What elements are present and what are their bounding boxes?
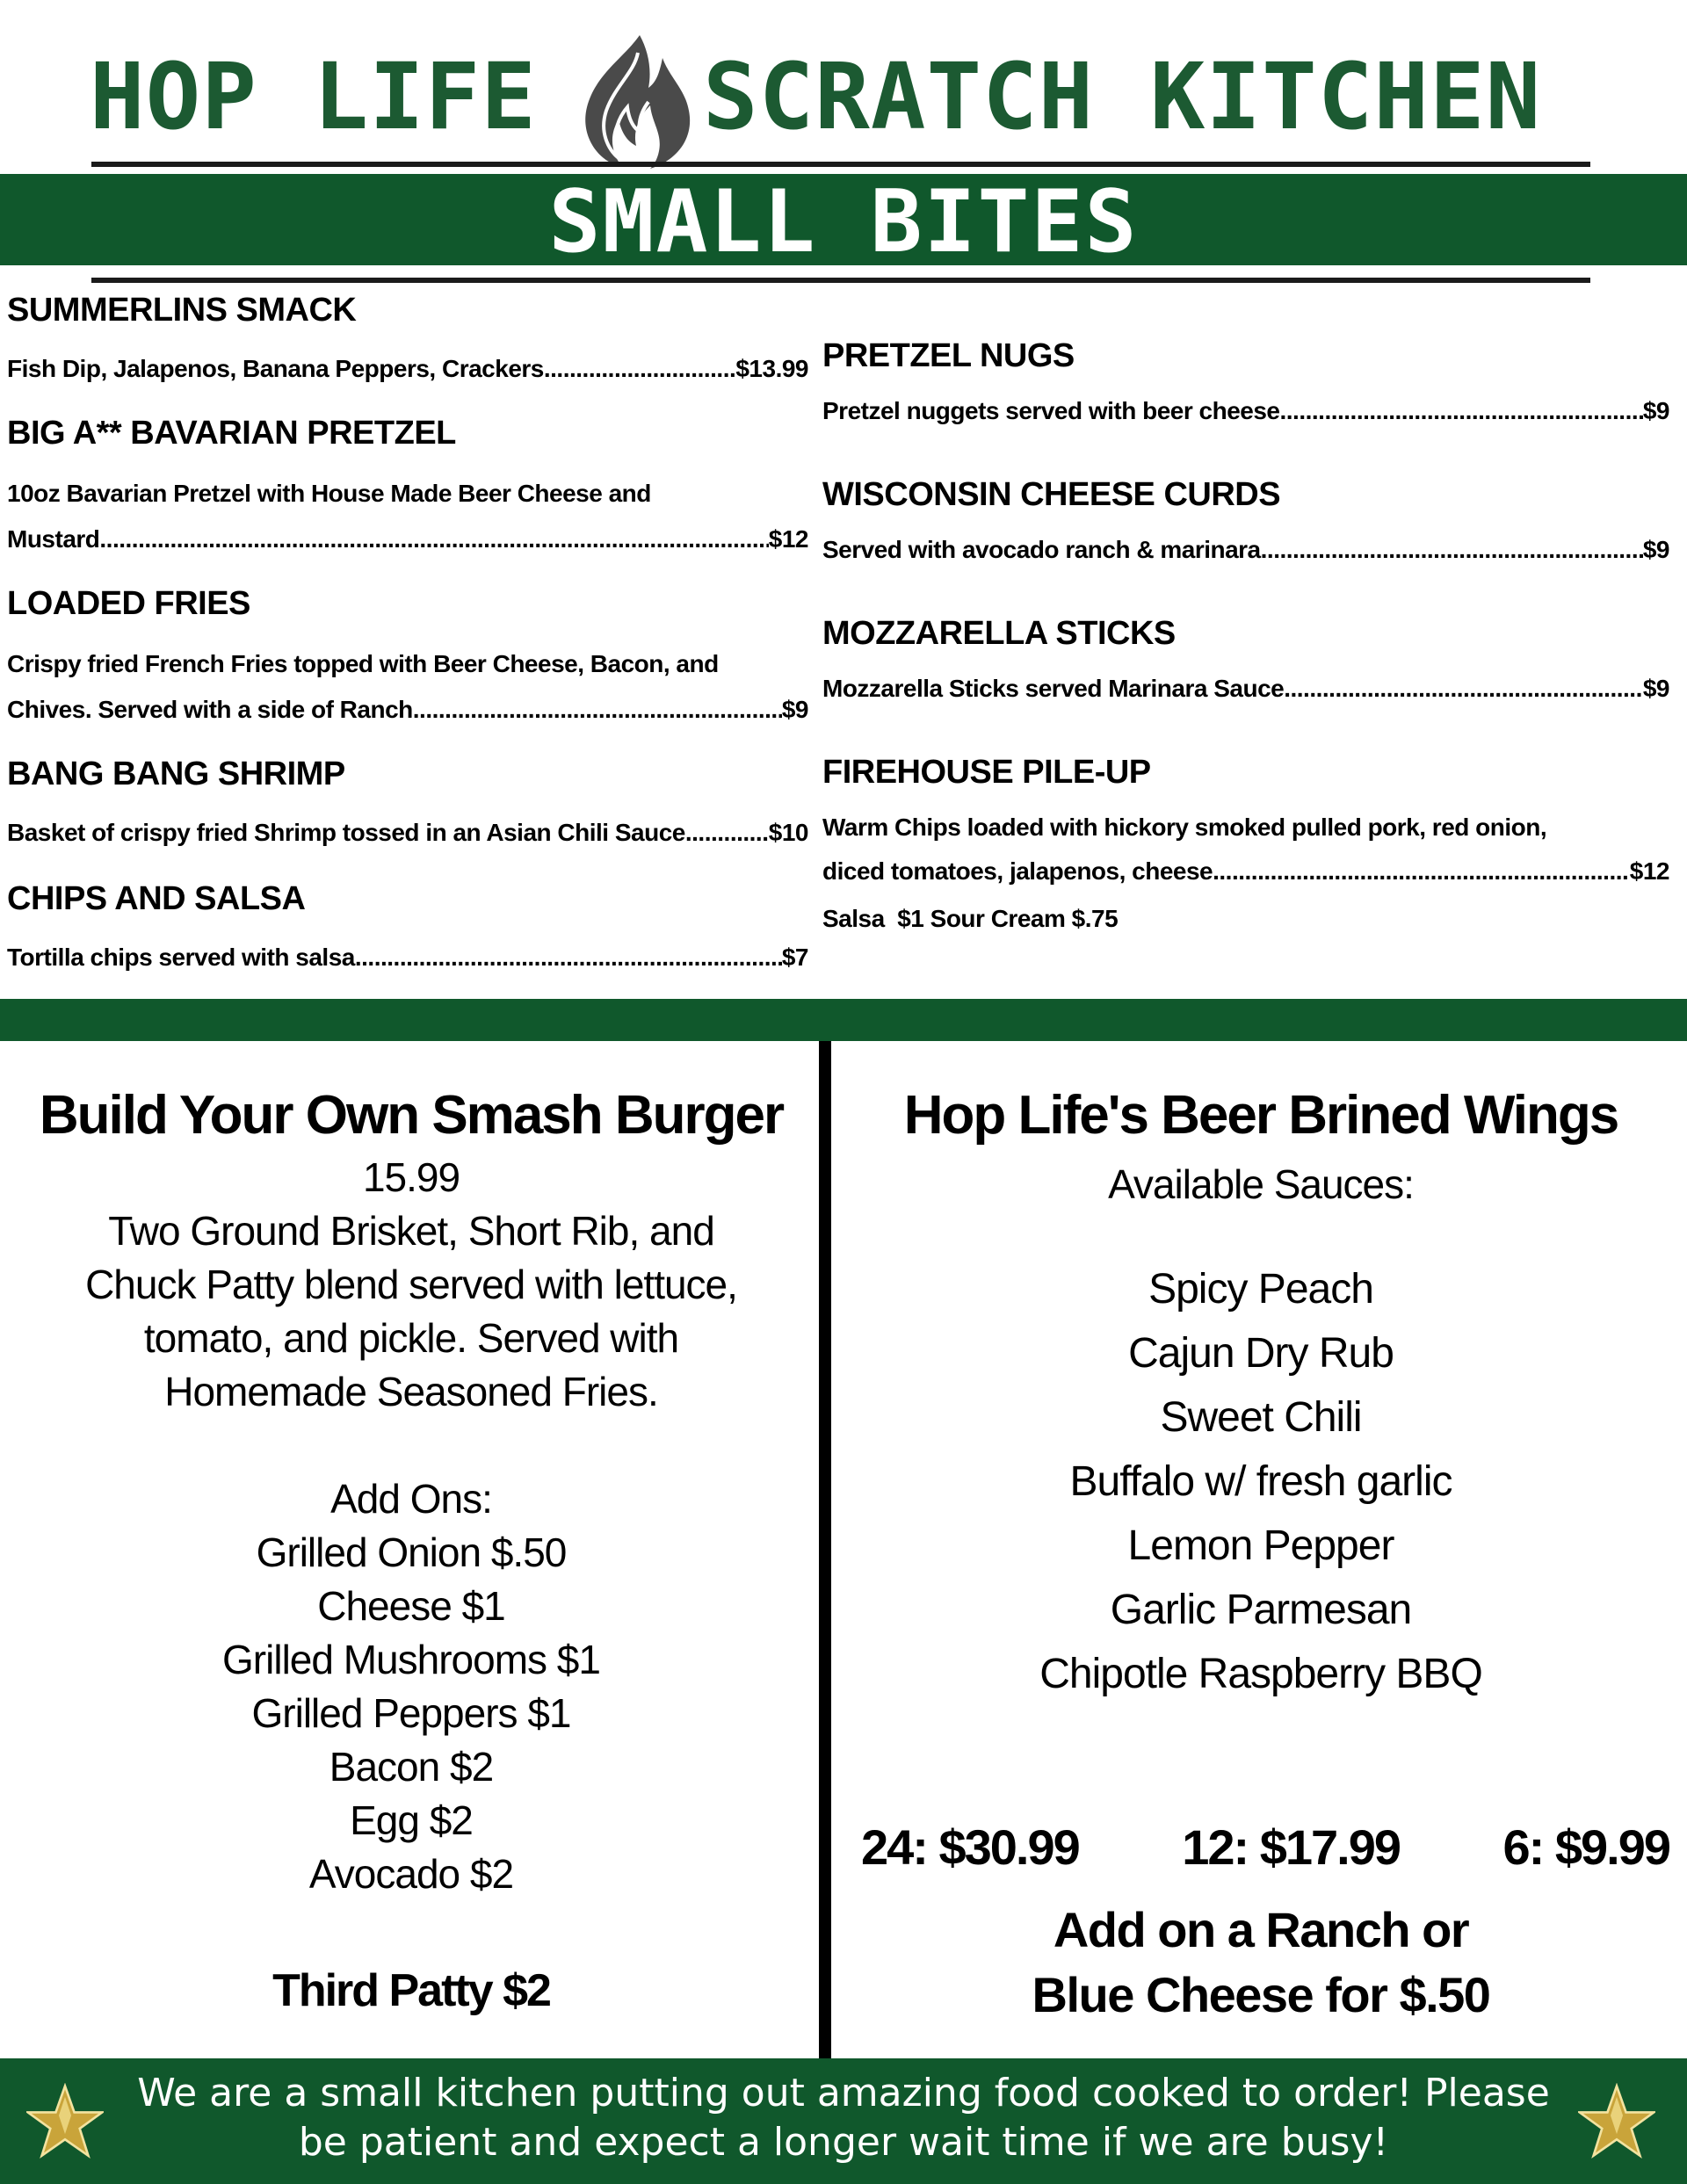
footer-message: We are a small kitchen putting out amazing food cooked to order! Please be patient and expect a longer wait time if we are busy! [137,2071,1550,2165]
menu-item-description: diced tomatoes, jalapenos, cheese ..... $12 [822,857,1669,886]
burger-description-line: Two Ground Brisket, Short Rib, and [108,1208,714,1254]
menu-item-description: 10oz Bavarian Pretzel with House Made Beer Cheese and [7,480,651,507]
menu-item-description: Pretzel nuggets served with beer cheese ..... $9 [822,397,1669,425]
wing-prices [844,1819,1678,1876]
menu-item-price: $9 [781,696,808,723]
addon-item: Bacon $2 [329,1744,494,1790]
menu-item-price: $10 [768,819,808,846]
brand-name-left: HOP LIFE [90,43,537,150]
menu-item-description: Served with avocado ranch & marinara ..... $9 [822,536,1669,564]
wing-price: 12: $17.99 [1182,1819,1401,1875]
menu-item-description: Warm Chips loaded with hickory smoked pulled pork, red onion, [822,814,1547,841]
menu-item-price: $13.99 [735,355,808,382]
header-rule-bottom [91,278,1590,283]
brand-name-right: SCRATCH KITCHEN [703,43,1542,150]
menu-item-description: Tortilla chips served with salsa ..... $7 [7,944,808,972]
section-divider-band [0,999,1687,1041]
header-rule-top [91,162,1590,167]
burger-title: Build Your Own Smash Burger [39,1085,784,1146]
burger-description-line: tomato, and pickle. Served with [143,1315,679,1361]
menu-item-name: FIREHOUSE PILE-UP [822,754,1151,791]
sauce-item: Buffalo w/ fresh garlic [1069,1458,1452,1505]
column-divider [819,1041,831,2058]
third-patty: Third Patty $2 [272,1965,550,2016]
menu-item-price: $12 [768,525,808,553]
menu-item-name: MOZZARELLA STICKS [822,615,1176,652]
menu-item-extras: Salsa $1 Sour Cream $.75 [822,905,1119,932]
wings-panel [844,1081,1678,2022]
sauce-item: Sweet Chili [1160,1394,1362,1441]
menu-item-price: $9 [1642,397,1669,424]
menu-item-description: Crispy fried French Fries topped with Beer Cheese, Bacon, and [7,650,719,677]
wing-price: 24: $30.99 [861,1819,1079,1875]
menu-item-name: BANG BANG SHRIMP [7,756,345,792]
burger-price: 15.99 [362,1154,460,1200]
menu-item-price: $9 [1642,675,1669,702]
sauce-item: Cajun Dry Rub [1128,1330,1394,1377]
menu-item-name: BIG A** BAVARIAN PRETZEL [7,415,456,452]
burger-description-line: Chuck Patty blend served with lettuce, [85,1262,737,1307]
menu-item-price: $9 [1642,536,1669,563]
menu-item-description: Mozzarella Sticks served Marinara Sauce ..... $9 [822,675,1669,703]
addon-item: Grilled Peppers $1 [251,1690,571,1736]
section-title: SMALL BITES [548,172,1139,272]
sauce-item: Chipotle Raspberry BBQ [1039,1651,1482,1697]
star-icon [1578,2083,1655,2160]
ranch-note: Add on a Ranch or Blue Cheese for $.50 [1032,1902,1490,2022]
star-icon [26,2083,104,2160]
burger-description-line: Homemade Seasoned Fries. [164,1369,658,1414]
sauce-item: Lemon Pepper [1127,1522,1394,1569]
menu-item-name: SUMMERLINS SMACK [7,292,357,329]
sauces-label: Available Sauces: [1108,1161,1414,1207]
menu-item-description: Mustard ..... $12 [7,525,808,553]
menu-item-name: WISCONSIN CHEESE CURDS [822,476,1281,513]
menu-item-name: LOADED FRIES [7,585,250,622]
menu-item-description: Basket of crispy fried Shrimp tossed in an Asian Chili Sauce ..... $10 [7,819,808,847]
wings-title: Hop Life's Beer Brined Wings [903,1085,1618,1146]
addon-item: Grilled Mushrooms $1 [222,1637,600,1682]
wing-price: 6: $9.99 [1502,1819,1669,1875]
burger-panel [9,1081,814,2018]
menu-item-description: Fish Dip, Jalapenos, Banana Peppers, Crackers ..... $13.99 [7,355,808,383]
addon-item: Egg $2 [350,1797,473,1843]
footer-banner [0,2058,1687,2184]
menu-item-name: CHIPS AND SALSA [7,880,306,917]
addon-item: Avocado $2 [308,1851,514,1897]
sauce-item: Garlic Parmesan [1110,1587,1412,1633]
addons-label: Add Ons: [330,1476,492,1522]
flame-icon [571,32,703,170]
menu-item-name: PRETZEL NUGS [822,337,1075,374]
addon-item: Cheese $1 [317,1583,505,1629]
section-banner [0,172,1687,272]
menu-item-price: $12 [1629,857,1669,885]
addon-item: Grilled Onion $.50 [256,1530,567,1575]
menu-item-description: Chives. Served with a side of Ranch ..... $9 [7,696,808,724]
menu-item-price: $7 [781,944,808,971]
sauce-item: Spicy Peach [1148,1266,1373,1313]
